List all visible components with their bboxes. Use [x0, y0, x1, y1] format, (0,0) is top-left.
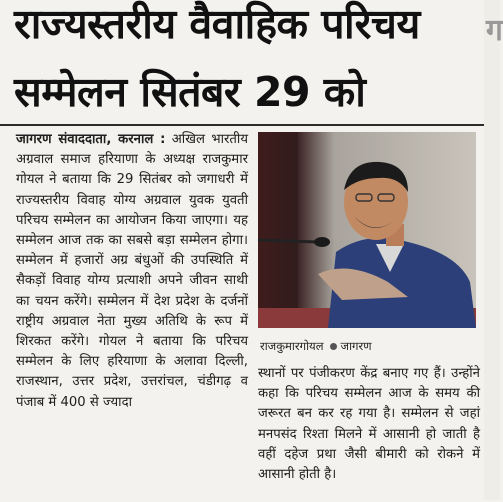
adjacent-column-edge [484, 0, 503, 500]
article-column-right [258, 364, 480, 502]
headline-line-1: राज्यस्तरीय वैवाहिक परिचय [14, 0, 420, 48]
article-body-left: अखिल भारतीय अग्रवाल समाज हरियाणा के अध्यक्ष राजकुमार गोयल ने बताया कि 29 सितंबर को जगाधरी में राज्यस्तरीय विवाह योग्य अग्रवाल युवक युवती परिचय सम्मेलन का आयोजन किया जाएगा। यह सम्मेलन आज तक का सबसे बड़ा सम्मेलन होगा। सम्मेलन में हजारों अग्र बंधुओं की उपस्थिति में सैकड़ों विवाह योग्य प्रत्याशी अपने जीवन साथी का चयन करेंगे। सम्मेलन में देश प्रदेश के दर्जनों राष्ट्रीय अग्रवाल नेता मुख्य अतिथि के रूप में शिरकत करेंगे। गोयल ने बताया कि परिचय सम्मेलन के लिए हरियाणा के अलावा दिल्ली, राजस्थान, उत्तर प्रदेश, उत्तरांचल, चंडीगढ़ व पंजाब में 400 से ज्यादा [16, 132, 248, 410]
adjacent-headline-fragment: ग [486, 13, 503, 48]
article-photo [258, 132, 476, 328]
caption-source: जागरण [340, 339, 372, 353]
caption-name: राजकुमारगोयल [260, 339, 324, 353]
photo-caption [260, 339, 372, 354]
headline-line-2: सम्मेलन सितंबर 29 को [14, 68, 366, 116]
speaker-photo-image [258, 132, 476, 328]
byline: जागरण संवाददाता, करनाल : [16, 132, 166, 147]
headline-rule [0, 124, 486, 126]
article-column-left [16, 130, 248, 502]
article-body-right: स्थानों पर पंजीकरण केंद्र बनाए गए हैं। उन्होंने कहा कि परिचय सम्मेलन आज के समय की जरूरत बन कर रह गया है। सम्मेलन से जहां मनपसंद रिश्ता मिलने में आसानी हो जाती है वहीं दहेज प्रथा जैसी बीमारी को रोकने में आसानी होती है। [258, 366, 480, 483]
caption-bullet-icon [330, 343, 337, 350]
article-paragraph-left [16, 130, 248, 413]
